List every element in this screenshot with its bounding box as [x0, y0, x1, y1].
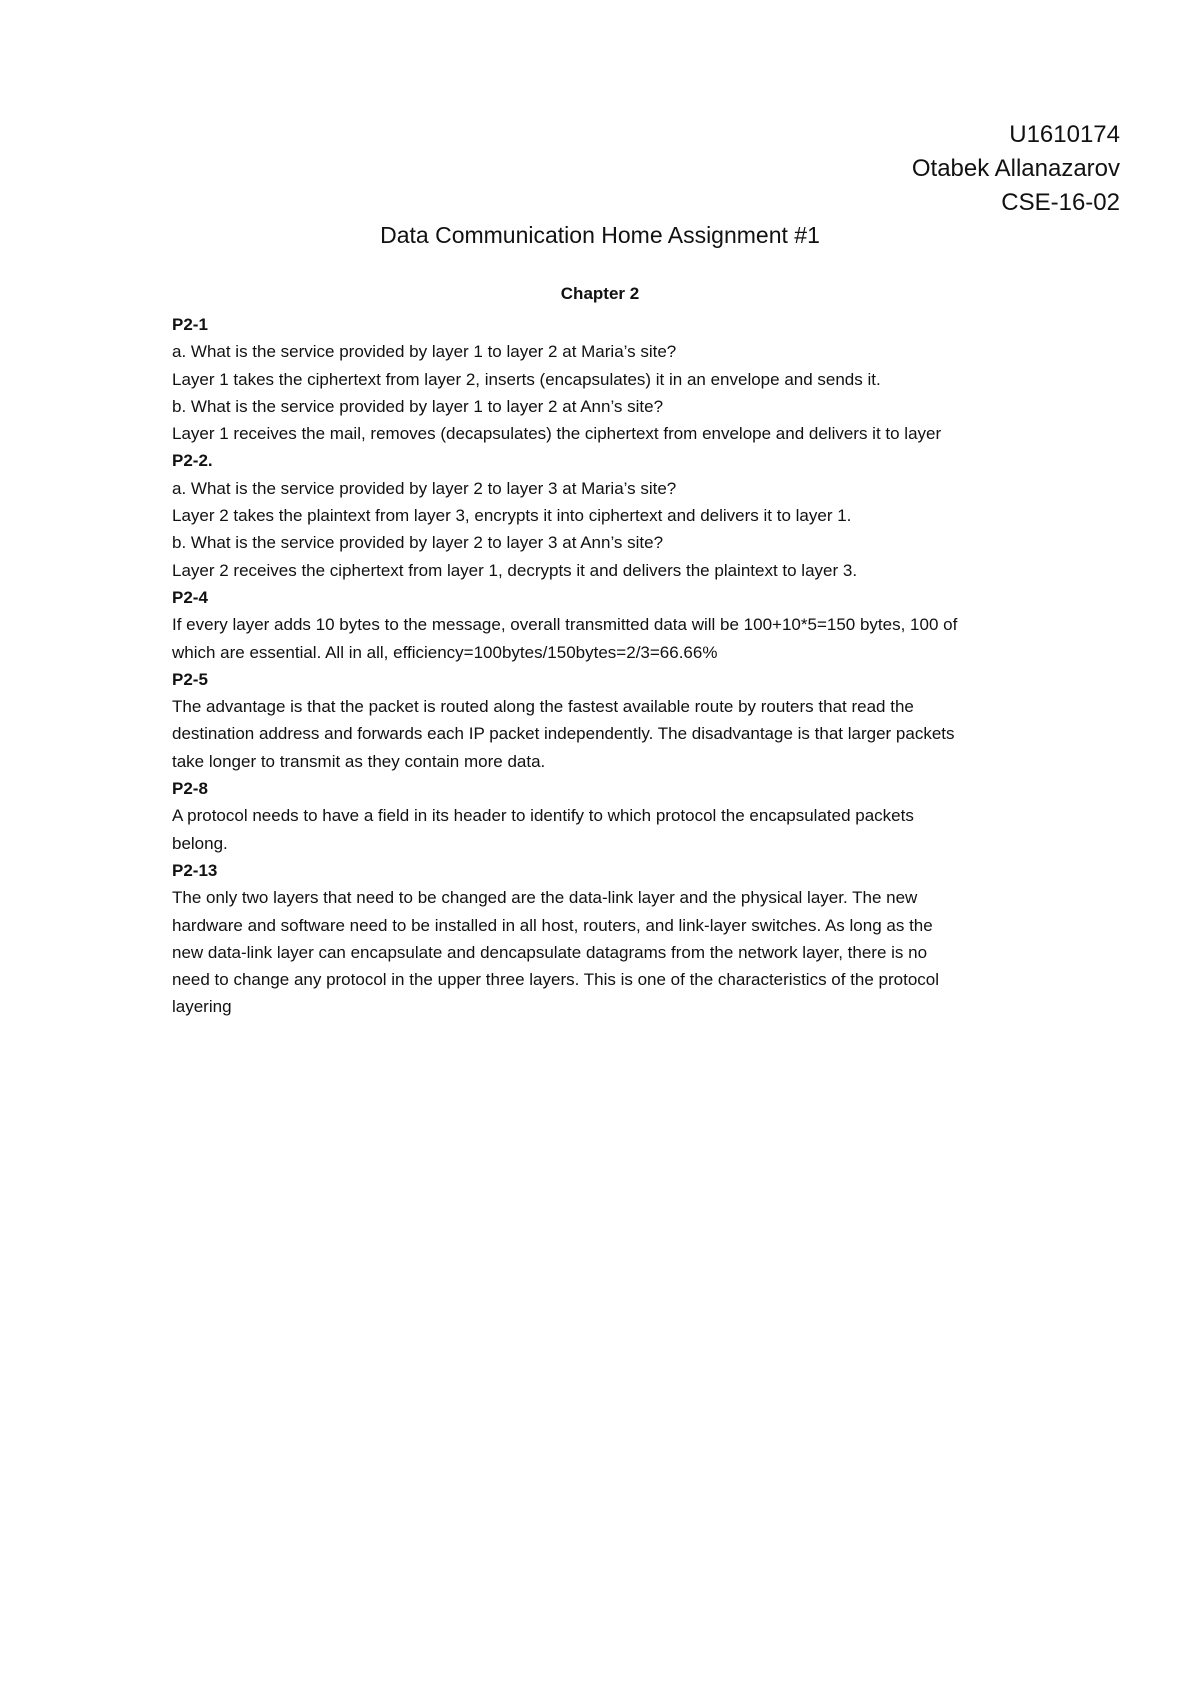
body-line: Layer 1 takes the ciphertext from layer 2, inserts (encapsulates) it in an envelope and sends it.	[172, 369, 881, 389]
body-line: The advantage is that the packet is routed along the fastest available route by routers that read the	[172, 697, 914, 717]
body-line: new data-link layer can encapsulate and dencapsulate datagrams from the network layer, there is no	[172, 942, 928, 962]
author-block	[912, 118, 1120, 220]
body-line: take longer to transmit as they contain more data.	[172, 751, 546, 771]
student-name: Otabek Allanazarov	[911, 155, 1120, 182]
problem-heading: P2-13	[172, 860, 218, 880]
document-title: Data Communication Home Assignment #1	[380, 222, 820, 248]
body-line: The only two layers that need to be changed are the data-link layer and the physical layer. The new	[172, 888, 918, 908]
student-id: U1610174	[1009, 121, 1120, 148]
problem-heading: P2-2.	[172, 451, 213, 471]
body-line: a. What is the service provided by layer 1 to layer 2 at Maria’s site?	[172, 342, 677, 362]
body-line: a. What is the service provided by layer 2 to layer 3 at Maria’s site?	[172, 478, 677, 498]
problem-heading: P2-5	[172, 669, 208, 689]
student-group: CSE-16-02	[1001, 189, 1120, 216]
body-line: hardware and software need to be installed in all host, routers, and link-layer switches. As long as the	[172, 915, 933, 935]
body-line: A protocol needs to have a field in its header to identify to which protocol the encapsulated packets	[172, 806, 914, 826]
chapter-heading: Chapter 2	[560, 284, 640, 303]
body-line: which are essential. All in all, efficiency=100bytes/150bytes=2/3=66.66%	[172, 642, 718, 662]
body-line: Layer 1 receives the mail, removes (decapsulates) the ciphertext from envelope and delivers it to layer	[172, 424, 942, 444]
body-line: layering	[172, 997, 232, 1017]
document-body	[172, 311, 1102, 1021]
body-line: b. What is the service provided by layer 1 to layer 2 at Ann’s site?	[172, 396, 664, 416]
problem-heading: P2-8	[172, 779, 208, 799]
problem-heading: P2-1	[172, 315, 208, 334]
body-line: Layer 2 receives the ciphertext from layer 1, decrypts it and delivers the plaintext to layer 3.	[172, 560, 858, 580]
body-line: need to change any protocol in the upper three layers. This is one of the characteristics of the protocol	[172, 970, 940, 990]
body-line: destination address and forwards each IP packet independently. The disadvantage is that larger packets	[172, 724, 955, 744]
body-line: If every layer adds 10 bytes to the message, overall transmitted data will be 100+10*5=150 bytes, 100 of	[172, 615, 958, 635]
body-line: belong.	[172, 833, 228, 853]
problem-heading: P2-4	[172, 587, 208, 607]
body-line: b. What is the service provided by layer 2 to layer 3 at Ann’s site?	[172, 533, 664, 553]
body-line: Layer 2 takes the plaintext from layer 3, encrypts it into ciphertext and delivers it to layer 1.	[172, 506, 852, 526]
